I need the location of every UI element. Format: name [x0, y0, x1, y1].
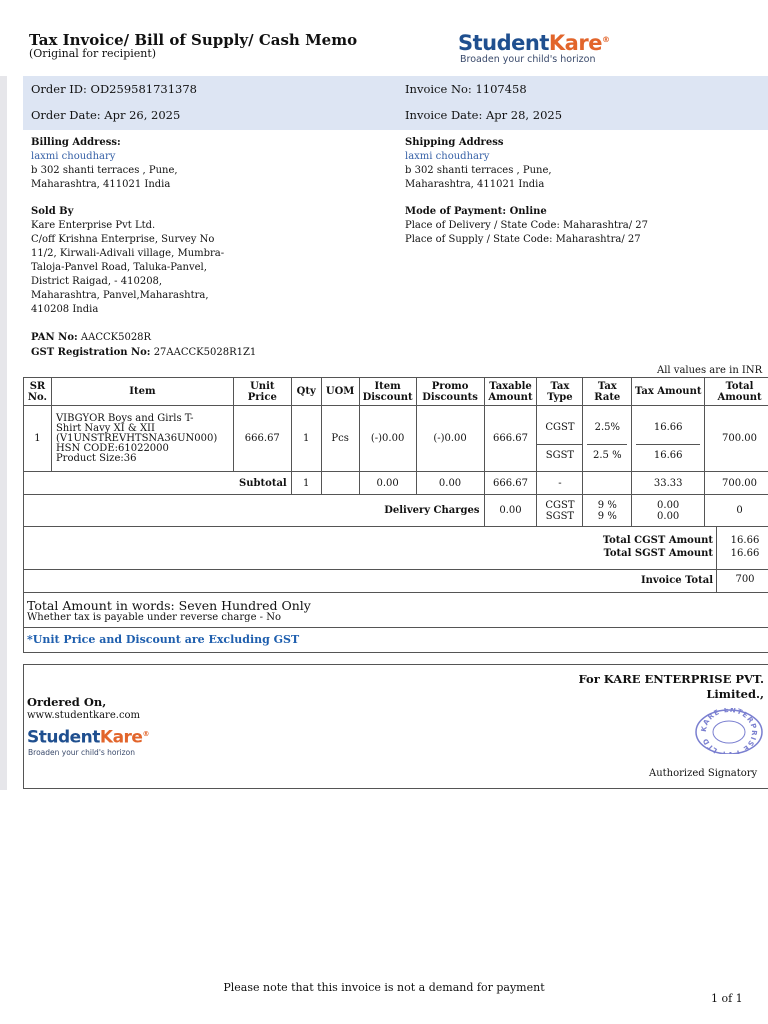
ordered-on-label: Ordered On, — [27, 695, 107, 709]
subtotal-label: Subtotal — [24, 472, 292, 495]
place-of-supply: Place of Supply / State Code: Maharashtra/ 27 — [405, 234, 641, 245]
order-date: Order Date: Apr 26, 2025 — [31, 108, 181, 122]
reverse-charge-note: Whether tax is payable under reverse charge - No — [27, 612, 281, 623]
footer-logo-registered-mark: ® — [142, 730, 149, 738]
delivery-tax-amount-cgst: 0.00 — [657, 499, 680, 511]
website-url: www.studentkare.com — [27, 710, 141, 721]
delivery-tax-type-cgst: CGST — [545, 499, 575, 511]
footer-studentkare-logo — [27, 725, 149, 757]
col-sr-no: SR No. — [24, 378, 52, 406]
pan-label: PAN No: — [31, 332, 78, 343]
total-cgst-value: 16.66 — [730, 535, 760, 546]
row-tax-rate — [583, 406, 632, 472]
invoice-items-table — [23, 377, 768, 527]
values-currency-note: All values are in INR — [657, 365, 763, 376]
col-tax-rate: Tax Rate — [583, 378, 632, 406]
row-tax-type — [537, 406, 583, 472]
logo-tagline: Broaden your child's horizon — [460, 54, 596, 65]
tax-type-sgst: SGST — [537, 444, 582, 466]
logo-word-kare: Kare — [548, 31, 602, 55]
gst-exclusion-note: *Unit Price and Discount are Excluding GST — [27, 633, 300, 646]
col-taxable-amount: Taxable Amount — [484, 378, 537, 406]
total-sgst-value: 16.66 — [730, 548, 760, 559]
total-cgst-label: Total CGST Amount — [602, 535, 713, 546]
subtotal-tax-type: - — [537, 472, 583, 495]
left-margin-strip — [0, 76, 7, 790]
logo-registered-mark: ® — [601, 35, 610, 44]
invoice-date: Invoice Date: Apr 28, 2025 — [405, 108, 563, 122]
billing-name: laxmi choudhary — [31, 151, 116, 162]
billing-line-1: b 302 shanti terraces , Pune, — [31, 165, 178, 176]
seller-line: Maharashtra, Panvel,Maharashtra, — [31, 290, 209, 301]
pan-number — [31, 331, 151, 345]
subtotal-tax-rate — [583, 472, 632, 495]
delivery-tax-type-sgst: SGST — [545, 510, 575, 522]
row-qty: 1 — [291, 406, 321, 472]
delivery-tax-rate-sgst: 9 % — [597, 510, 617, 522]
subtotal-item-discount: 0.00 — [359, 472, 416, 495]
not-demand-note: Please note that this invoice is not a demand for payment — [223, 981, 545, 994]
totals-divider — [716, 527, 717, 570]
row-unit-price: 666.67 — [233, 406, 291, 472]
studentkare-logo — [458, 28, 609, 65]
billing-address-label: Billing Address: — [31, 137, 121, 148]
shipping-line-2: Maharashtra, 411021 India — [405, 179, 545, 190]
row-taxable: 666.67 — [484, 406, 537, 472]
seller-address — [31, 219, 224, 317]
invoice-total-label: Invoice Total — [640, 575, 713, 586]
item-line: Shirt Navy XI & XII — [55, 422, 155, 434]
seller-line: Taloja-Panvel Road, Taluka-Panvel, — [31, 262, 207, 273]
seller-line: District Raigad, - 410208, — [31, 276, 163, 287]
item-line: VIBGYOR Boys and Girls T- — [55, 412, 194, 424]
row-sr: 1 — [24, 406, 52, 472]
gst-label: GST Registration No: — [31, 347, 151, 358]
col-promo-discounts: Promo Discounts — [416, 378, 484, 406]
col-item-discount: Item Discount — [359, 378, 416, 406]
gst-value: 27AACCK5028R1Z1 — [153, 347, 257, 358]
for-company-line-1: For KARE ENTERPRISE PVT. — [578, 672, 764, 686]
delivery-label: Delivery Charges — [24, 495, 485, 527]
place-of-delivery: Place of Delivery / State Code: Maharashtra/ 27 — [405, 220, 648, 231]
item-line: HSN CODE:61022000 — [55, 442, 169, 454]
pan-value: AACCK5028R — [80, 332, 152, 343]
logo-word-student: Student — [458, 31, 549, 55]
payment-mode: Mode of Payment: Online — [405, 206, 547, 217]
seller-line: C/off Krishna Enterprise, Survey No — [31, 234, 215, 245]
gst-registration — [31, 346, 256, 360]
for-company-line-2: Limited., — [706, 687, 764, 701]
delivery-tax-rate-cgst: 9 % — [597, 499, 617, 511]
row-tax-amount — [632, 406, 705, 472]
seal-text: KARE ENTERPRISE PVT LTD — [699, 708, 759, 754]
row-total: 700.00 — [705, 406, 768, 472]
authorized-signatory: Authorized Signatory — [649, 768, 758, 779]
seller-line: Kare Enterprise Pvt Ltd. — [31, 220, 156, 231]
footer-logo-word-kare: Kare — [99, 727, 143, 748]
invoice-number: Invoice No: 1107458 — [405, 82, 527, 96]
sold-by-label: Sold By — [31, 206, 74, 217]
delivery-taxable: 0.00 — [484, 495, 537, 527]
col-item: Item — [51, 378, 233, 406]
delivery-tax-type — [537, 495, 583, 527]
subtotal-qty: 1 — [291, 472, 321, 495]
total-sgst-label: Total SGST Amount — [603, 548, 713, 559]
col-uom: UOM — [321, 378, 359, 406]
order-id: Order ID: OD259581731378 — [31, 82, 197, 96]
tax-amount-cgst: 16.66 — [653, 421, 683, 433]
row-item-description — [51, 406, 233, 472]
table-row — [24, 406, 768, 472]
col-total-amount: Total Amount — [705, 378, 768, 406]
col-unit-price: Unit Price — [233, 378, 291, 406]
delivery-tax-rate — [583, 495, 632, 527]
col-tax-amount: Tax Amount — [632, 378, 705, 406]
item-line: (V1UNSTREVHTSNA36UN000) — [55, 432, 218, 444]
row-uom: Pcs — [321, 406, 359, 472]
delivery-total: 0 — [705, 495, 768, 527]
subtotal-uom — [321, 472, 359, 495]
shipping-line-1: b 302 shanti terraces , Pune, — [405, 165, 552, 176]
tax-rate-cgst: 2.5% — [594, 421, 620, 433]
subtotal-total: 700.00 — [705, 472, 768, 495]
delivery-tax-amount-sgst: 0.00 — [657, 510, 680, 522]
subtotal-taxable: 666.67 — [484, 472, 537, 495]
invoice-total-value: 700 — [735, 574, 755, 585]
invoice-total-divider — [716, 570, 717, 593]
subtotal-promo: 0.00 — [416, 472, 484, 495]
row-item-discount: (-)0.00 — [359, 406, 416, 472]
tax-rate-sgst: 2.5 % — [587, 444, 627, 466]
for-company — [520, 672, 764, 702]
shipping-name: laxmi choudhary — [405, 151, 490, 162]
footer-logo-word-student: Student — [27, 727, 100, 748]
tax-amount-sgst: 16.66 — [636, 444, 700, 466]
document-subtitle: (Original for recipient) — [29, 47, 157, 60]
company-seal-stamp — [694, 708, 764, 754]
document-title: Tax Invoice/ Bill of Supply/ Cash Memo — [29, 31, 358, 49]
page-number: 1 of 1 — [711, 992, 743, 1005]
footer-logo-tagline: Broaden your child's horizon — [28, 747, 135, 757]
item-line: Product Size:36 — [55, 452, 137, 464]
col-tax-type: Tax Type — [537, 378, 583, 406]
svg-text:KARE ENTERPRISE PVT LTD — [700, 708, 758, 754]
delivery-row — [24, 495, 768, 527]
billing-line-2: Maharashtra, 411021 India — [31, 179, 171, 190]
amount-in-words: Total Amount in words: Seven Hundred Only — [27, 598, 311, 613]
subtotal-row — [24, 472, 768, 495]
delivery-tax-amount — [632, 495, 705, 527]
subtotal-tax-amount: 33.33 — [632, 472, 705, 495]
col-qty: Qty — [291, 378, 321, 406]
row-promo: (-)0.00 — [416, 406, 484, 472]
shipping-address-label: Shipping Address — [405, 137, 504, 148]
seller-line: 11/2, Kirwali-Adivali village, Mumbra- — [31, 248, 225, 259]
tax-type-cgst: CGST — [545, 421, 575, 433]
seller-line: 410208 India — [31, 304, 99, 315]
table-header-row — [24, 378, 768, 406]
